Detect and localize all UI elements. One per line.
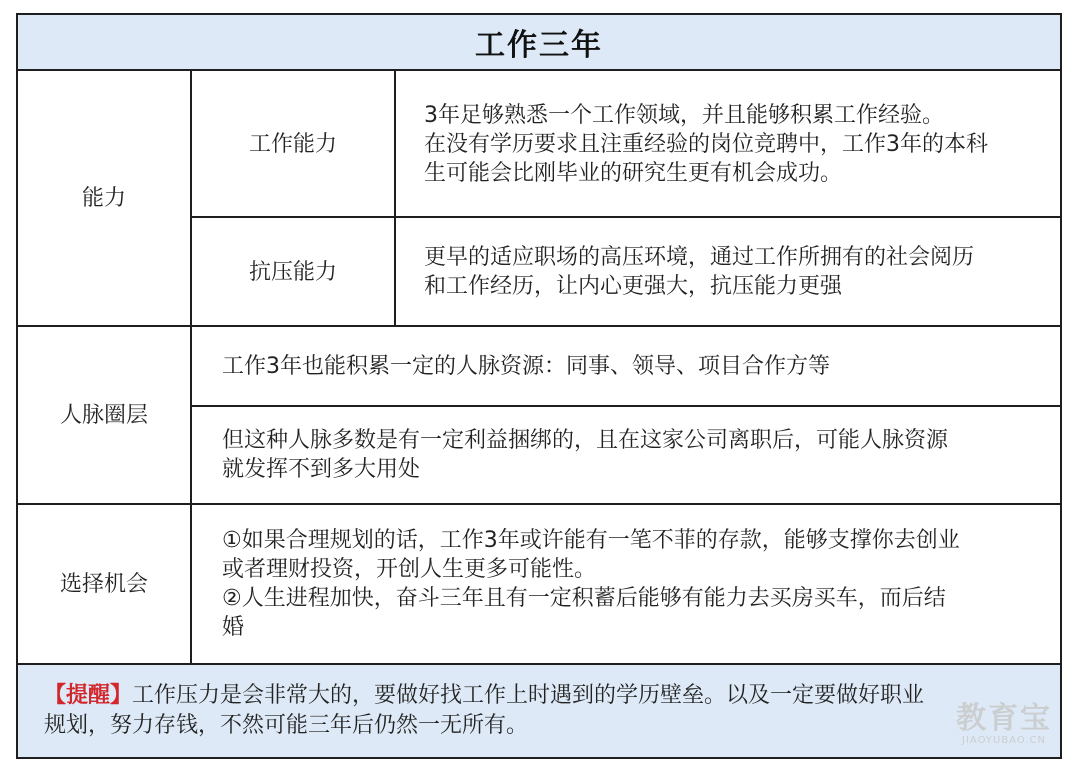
reminder-tag: 【提醒】 [44, 683, 133, 708]
watermark-text: 教育宝 [956, 701, 1052, 736]
reminder-text: 工作压力是会非常大的，要做好找工作上时遇到的学历壁垒。以及一定要做好职业 [132, 683, 925, 708]
table-title: 工作三年 [18, 15, 1060, 71]
description-opportunity [192, 505, 1060, 663]
desc-line: ②人生进程加快，奋斗三年且有一定积蓄后能够有能力去买房买车，而后结 [222, 586, 946, 611]
reminder-box [18, 663, 1060, 757]
desc-line: 在没有学历要求且注重经验的岗位竞聘中，工作3年的本科 [424, 131, 988, 157]
desc-line: 和工作经历，让内心更强大，抗压能力更强 [424, 274, 843, 299]
desc-line: 更早的适应职场的高压环境，通过工作所拥有的社会阅历 [424, 245, 975, 270]
desc-line: 或者理财投资，开创人生更多可能性。 [222, 557, 597, 582]
category-ability: 能力 [18, 71, 192, 326]
reminder-line [44, 681, 1040, 711]
desc-line: 就发挥不到多大用处 [222, 457, 421, 482]
desc-line: 但这种人脉多数是有一定利益捆绑的，且在这家公司离职后，可能人脉资源 [222, 428, 949, 453]
desc-line: 3年足够熟悉一个工作领域，并且能够积累工作经验。 [424, 102, 944, 128]
category-opportunity: 选择机会 [18, 505, 192, 663]
description-network-1 [192, 327, 1060, 405]
desc-line: 婚 [222, 615, 245, 640]
description-network-2 [192, 407, 1060, 503]
reminder-line: 规划，努力存钱，不然可能三年后仍然一无所有。 [44, 713, 529, 738]
desc-line: 生可能会比刚毕业的研究生更有机会成功。 [424, 160, 843, 186]
comparison-table [16, 13, 1062, 759]
description-work-ability [396, 71, 1060, 217]
desc-line: ①如果合理规划的话，工作3年或许能有一笔不菲的存款，能够支撑你去创业 [222, 528, 960, 553]
watermark-logo [956, 703, 1052, 747]
watermark-url: JIAOYUBAO.CN [962, 735, 1046, 746]
category-network: 人脉圈层 [18, 327, 192, 503]
description-pressure-resistance [396, 218, 1060, 326]
desc-line: 工作3年也能积累一定的人脉资源：同事、领导、项目合作方等 [222, 353, 830, 379]
sub-category-pressure-resistance: 抗压能力 [192, 218, 396, 326]
sub-category-work-ability: 工作能力 [192, 71, 396, 217]
